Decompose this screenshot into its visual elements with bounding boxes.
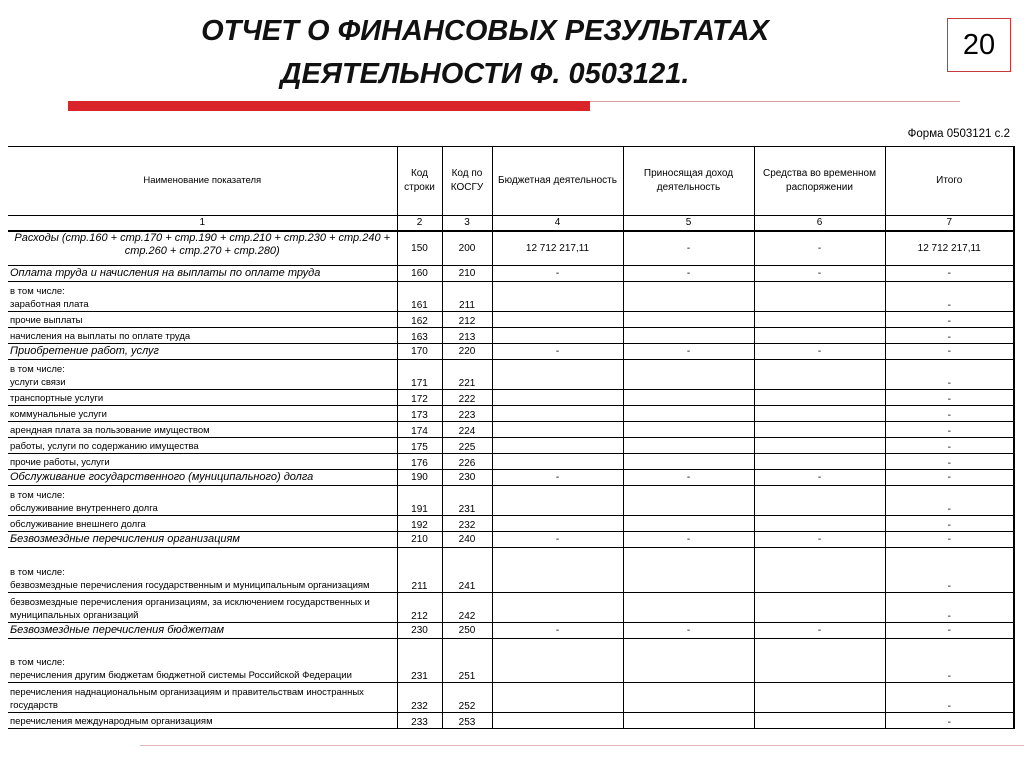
kosgu-code: 223 — [442, 405, 492, 421]
temporary-value — [754, 327, 885, 343]
row-name-text: перечисления наднациональным организациям и правительствам иностранных государств — [10, 686, 364, 711]
row-name-text: начисления на выплаты по оплате труда — [10, 330, 191, 342]
row-code: 174 — [397, 421, 442, 437]
kosgu-code: 212 — [442, 311, 492, 327]
income-value — [623, 281, 754, 311]
income-value — [623, 515, 754, 531]
budget-value — [492, 281, 623, 311]
row-name-text: Безвозмездные перечисления бюджетам — [10, 623, 225, 636]
total-value: - — [885, 343, 1014, 359]
row-name-text: безвозмездные перечисления государственным и муниципальным организациям — [10, 579, 370, 591]
table-row — [8, 622, 1014, 638]
row-name — [8, 682, 397, 712]
income-value — [623, 547, 754, 592]
kosgu-code: 252 — [442, 682, 492, 712]
temporary-value — [754, 485, 885, 515]
row-name — [8, 592, 397, 622]
accent-line — [590, 101, 960, 102]
total-value: - — [885, 469, 1014, 485]
kosgu-code: 213 — [442, 327, 492, 343]
temporary-value: - — [754, 531, 885, 547]
table-row — [8, 405, 1014, 421]
row-name-text: Приобретение работ, услуг — [10, 344, 159, 357]
row-code: 162 — [397, 311, 442, 327]
column-number: 7 — [885, 216, 1014, 232]
row-code: 172 — [397, 389, 442, 405]
temporary-value — [754, 515, 885, 531]
row-code: 161 — [397, 281, 442, 311]
row-name — [8, 265, 397, 281]
budget-value — [492, 453, 623, 469]
income-value: - — [623, 343, 754, 359]
row-name-text: Оплата труда и начисления на выплаты по оплате труда — [10, 266, 321, 279]
income-value — [623, 359, 754, 389]
row-name — [8, 311, 397, 327]
row-name-text: прочие работы, услуги — [10, 456, 110, 468]
row-name — [8, 469, 397, 485]
row-name — [8, 638, 397, 682]
form-label: Форма 0503121 с.2 — [907, 128, 1010, 140]
temporary-value — [754, 405, 885, 421]
row-code: 176 — [397, 453, 442, 469]
header-row-code: Код строки — [397, 147, 442, 216]
temporary-value — [754, 421, 885, 437]
table-row — [8, 327, 1014, 343]
row-code: 232 — [397, 682, 442, 712]
temporary-value — [754, 453, 885, 469]
kosgu-code: 240 — [442, 531, 492, 547]
income-value — [623, 638, 754, 682]
temporary-value — [754, 437, 885, 453]
header-indicator-name: Наименование показателя — [8, 147, 397, 216]
header-total: Итого — [885, 147, 1014, 216]
column-number: 3 — [442, 216, 492, 232]
table-row — [8, 547, 1014, 592]
budget-value — [492, 389, 623, 405]
total-value: - — [885, 622, 1014, 638]
row-name — [8, 485, 397, 515]
table-row — [8, 343, 1014, 359]
budget-value — [492, 682, 623, 712]
kosgu-code: 225 — [442, 437, 492, 453]
total-value: - — [885, 638, 1014, 682]
temporary-value: - — [754, 622, 885, 638]
row-code: 170 — [397, 343, 442, 359]
row-name-text: коммунальные услуги — [10, 408, 107, 420]
report-table — [8, 146, 1015, 729]
temporary-value — [754, 359, 885, 389]
row-code: 160 — [397, 265, 442, 281]
slide-title-line2: ДЕЯТЕЛЬНОСТИ Ф. 0503121. — [280, 58, 690, 90]
total-value: - — [885, 547, 1014, 592]
row-name — [8, 327, 397, 343]
row-lead-text: в том числе: — [10, 566, 65, 578]
kosgu-code: 222 — [442, 389, 492, 405]
row-name-text: Расходы (стр.160 + стр.170 + стр.190 + стр.210 + стр.230 + стр.240 + стр.260 + стр.270 + стр.280) — [14, 232, 391, 257]
total-value: - — [885, 453, 1014, 469]
budget-value — [492, 638, 623, 682]
total-value: - — [885, 437, 1014, 453]
row-lead-text: в том числе: — [10, 489, 65, 501]
income-value: - — [623, 265, 754, 281]
kosgu-code: 211 — [442, 281, 492, 311]
column-number: 1 — [8, 216, 397, 232]
row-name-text: арендная плата за пользование имуществом — [10, 424, 210, 436]
row-name — [8, 405, 397, 421]
budget-value: - — [492, 469, 623, 485]
row-name — [8, 359, 397, 389]
budget-value — [492, 547, 623, 592]
row-name-text: транспортные услуги — [10, 392, 104, 404]
row-code: 233 — [397, 712, 442, 728]
table-row — [8, 265, 1014, 281]
header-temporary-funds: Средства во временном распоряжении — [754, 147, 885, 216]
row-lead-text: в том числе: — [10, 656, 65, 668]
table-row — [8, 359, 1014, 389]
table-row — [8, 421, 1014, 437]
table-row — [8, 712, 1014, 728]
income-value: - — [623, 469, 754, 485]
table-row — [8, 469, 1014, 485]
row-name-text: обслуживание внутреннего долга — [10, 502, 158, 514]
row-code: 190 — [397, 469, 442, 485]
temporary-value — [754, 638, 885, 682]
table-row — [8, 531, 1014, 547]
row-code: 211 — [397, 547, 442, 592]
temporary-value: - — [754, 343, 885, 359]
accent-bar — [68, 101, 590, 111]
row-name — [8, 531, 397, 547]
kosgu-code: 221 — [442, 359, 492, 389]
income-value — [623, 453, 754, 469]
kosgu-code: 224 — [442, 421, 492, 437]
row-code: 150 — [397, 231, 442, 265]
temporary-value — [754, 712, 885, 728]
total-value: - — [885, 592, 1014, 622]
budget-value — [492, 485, 623, 515]
table-row — [8, 638, 1014, 682]
budget-value — [492, 405, 623, 421]
budget-value — [492, 311, 623, 327]
row-name-text: перечисления другим бюджетам бюджетной системы Российской Федерации — [10, 669, 352, 681]
report-body — [8, 231, 1014, 728]
kosgu-code: 241 — [442, 547, 492, 592]
row-code: 210 — [397, 531, 442, 547]
row-code: 212 — [397, 592, 442, 622]
row-name — [8, 622, 397, 638]
kosgu-code: 220 — [442, 343, 492, 359]
total-value: - — [885, 712, 1014, 728]
header-row — [8, 147, 1014, 216]
row-code: 191 — [397, 485, 442, 515]
row-code: 163 — [397, 327, 442, 343]
row-name — [8, 389, 397, 405]
income-value: - — [623, 622, 754, 638]
temporary-value — [754, 281, 885, 311]
temporary-value — [754, 682, 885, 712]
total-value: 12 712 217,11 — [885, 231, 1014, 265]
budget-value: - — [492, 531, 623, 547]
table-row — [8, 281, 1014, 311]
row-code: 192 — [397, 515, 442, 531]
temporary-value — [754, 592, 885, 622]
row-name-text: прочие выплаты — [10, 314, 83, 326]
row-name-text: Безвозмездные перечисления организациям — [10, 532, 240, 545]
column-number: 2 — [397, 216, 442, 232]
table-row — [8, 311, 1014, 327]
table-row — [8, 453, 1014, 469]
temporary-value: - — [754, 469, 885, 485]
budget-value — [492, 515, 623, 531]
slide-title — [40, 10, 930, 96]
row-name-text: услуги связи — [10, 376, 66, 388]
budget-value — [492, 327, 623, 343]
column-number: 5 — [623, 216, 754, 232]
row-name — [8, 343, 397, 359]
temporary-value — [754, 547, 885, 592]
income-value: - — [623, 531, 754, 547]
row-name — [8, 281, 397, 311]
total-value: - — [885, 485, 1014, 515]
kosgu-code: 210 — [442, 265, 492, 281]
kosgu-code: 242 — [442, 592, 492, 622]
kosgu-code: 231 — [442, 485, 492, 515]
footer-divider — [140, 745, 1024, 746]
row-lead-text: в том числе: — [10, 285, 65, 297]
income-value — [623, 485, 754, 515]
temporary-value: - — [754, 231, 885, 265]
income-value — [623, 712, 754, 728]
table-row — [8, 485, 1014, 515]
income-value — [623, 437, 754, 453]
row-name-text: безвозмездные перечисления организациям, за исключением государственных и муниципальных организаций — [10, 596, 370, 621]
row-name — [8, 421, 397, 437]
kosgu-code: 200 — [442, 231, 492, 265]
header-income-activity: Приносящая доход деятельность — [623, 147, 754, 216]
budget-value — [492, 592, 623, 622]
row-name-text: работы, услуги по содержанию имущества — [10, 440, 199, 452]
kosgu-code: 230 — [442, 469, 492, 485]
total-value: - — [885, 389, 1014, 405]
temporary-value: - — [754, 265, 885, 281]
table-row — [8, 515, 1014, 531]
kosgu-code: 253 — [442, 712, 492, 728]
row-name — [8, 712, 397, 728]
table-row — [8, 389, 1014, 405]
income-value — [623, 592, 754, 622]
table-row — [8, 437, 1014, 453]
table-row — [8, 682, 1014, 712]
kosgu-code: 250 — [442, 622, 492, 638]
header-kosgu-code: Код по КОСГУ — [442, 147, 492, 216]
column-number: 4 — [492, 216, 623, 232]
column-number-row — [8, 216, 1014, 232]
budget-value: - — [492, 343, 623, 359]
total-value: - — [885, 327, 1014, 343]
income-value — [623, 682, 754, 712]
total-value: - — [885, 281, 1014, 311]
income-value: - — [623, 231, 754, 265]
budget-value: - — [492, 265, 623, 281]
row-name — [8, 231, 397, 265]
row-name-text: обслуживание внешнего долга — [10, 518, 146, 530]
page-number-badge: 20 — [947, 18, 1011, 72]
total-value: - — [885, 311, 1014, 327]
budget-value: - — [492, 622, 623, 638]
temporary-value — [754, 311, 885, 327]
income-value — [623, 389, 754, 405]
total-value: - — [885, 405, 1014, 421]
income-value — [623, 327, 754, 343]
budget-value — [492, 359, 623, 389]
budget-value — [492, 437, 623, 453]
row-name — [8, 515, 397, 531]
budget-value — [492, 712, 623, 728]
row-name — [8, 437, 397, 453]
total-value: - — [885, 265, 1014, 281]
total-value: - — [885, 682, 1014, 712]
row-code: 230 — [397, 622, 442, 638]
row-code: 231 — [397, 638, 442, 682]
row-code: 173 — [397, 405, 442, 421]
budget-value: 12 712 217,11 — [492, 231, 623, 265]
kosgu-code: 251 — [442, 638, 492, 682]
row-lead-text: в том числе: — [10, 363, 65, 375]
budget-value — [492, 421, 623, 437]
row-name-text: Обслуживание государственного (муниципального) долга — [10, 470, 314, 483]
total-value: - — [885, 515, 1014, 531]
income-value — [623, 311, 754, 327]
header-budget-activity: Бюджетная деятельность — [492, 147, 623, 216]
temporary-value — [754, 389, 885, 405]
row-name — [8, 453, 397, 469]
total-value: - — [885, 359, 1014, 389]
table-row — [8, 231, 1014, 265]
row-code: 175 — [397, 437, 442, 453]
income-value — [623, 421, 754, 437]
kosgu-code: 226 — [442, 453, 492, 469]
slide-title-line1: ОТЧЕТ О ФИНАНСОВЫХ РЕЗУЛЬТАТАХ — [201, 15, 769, 47]
row-code: 171 — [397, 359, 442, 389]
total-value: - — [885, 531, 1014, 547]
income-value — [623, 405, 754, 421]
row-name-text: заработная плата — [10, 298, 89, 310]
table-row — [8, 592, 1014, 622]
column-number: 6 — [754, 216, 885, 232]
total-value: - — [885, 421, 1014, 437]
row-name — [8, 547, 397, 592]
row-name-text: перечисления международным организациям — [10, 715, 213, 727]
kosgu-code: 232 — [442, 515, 492, 531]
